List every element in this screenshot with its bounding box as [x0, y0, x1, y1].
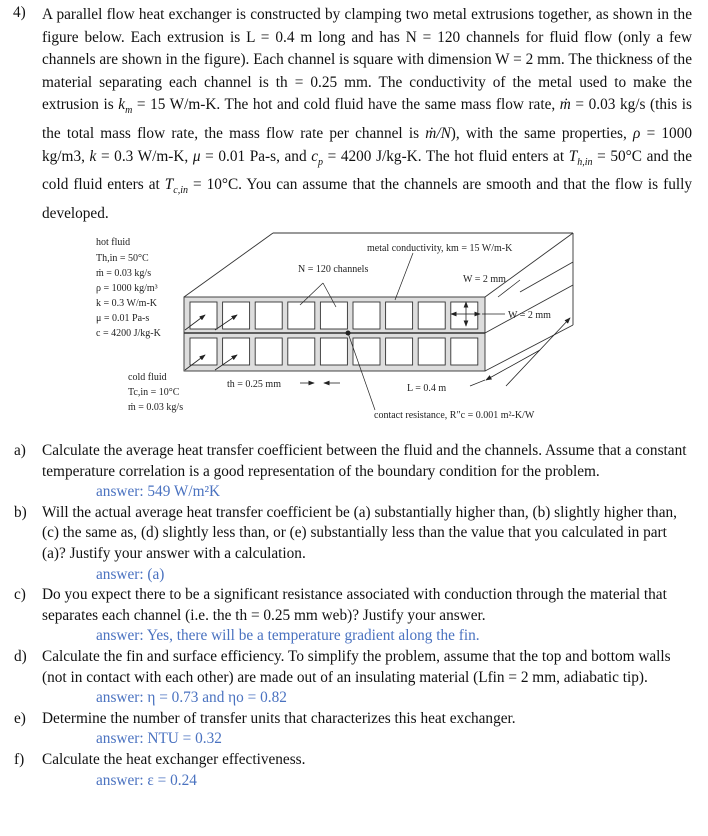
thickness-label: th = 0.25 mm [227, 379, 281, 390]
problem-number: 4) [13, 4, 26, 21]
hot-density: ρ = 1000 kg/m³ [96, 283, 158, 294]
channel [288, 338, 315, 365]
channel [190, 338, 217, 365]
question-text: Will the actual average heat transfer coefficient be (a) substantially higher than, (b) slightly higher than, (c) the same as, (d) slightly less than, or (e) substantially less than the value that you calculated in part (a)? Justify your answer with a calculation. [42, 503, 677, 562]
question-a [0, 441, 708, 503]
channel [223, 338, 250, 365]
channel [386, 338, 413, 365]
channel [255, 302, 282, 329]
hot-inlet-temp: Th,in = 50°C [96, 253, 149, 264]
channel [320, 338, 347, 365]
channel [190, 302, 217, 329]
metal-conductivity-label: metal conductivity, km = 15 W/m-K [367, 243, 513, 254]
answer-c: answer: Yes, there will be a temperature gradient along the fin. [96, 627, 480, 645]
question-d [0, 647, 708, 709]
channel [353, 302, 380, 329]
hot-mass-flow: ṁ = 0.03 kg/s [96, 268, 152, 279]
width-label-top: W = 2 mm [463, 274, 506, 285]
channels-label: N = 120 channels [298, 264, 369, 275]
contact-resistance-label: contact resistance, R″c = 0.001 m²-K/W [374, 410, 535, 421]
length-label: L = 0.4 m [407, 383, 447, 394]
hot-specific-heat: c = 4200 J/kg-K [96, 328, 161, 339]
question-text: Calculate the fin and surface efficiency. To simplify the problem, assume that the top and bottom walls (not in contact with each other) are made out of an insulating material (Lfin = 2 mm, adiabatic tip). [42, 647, 671, 686]
question-text: Do you expect there to be a significant resistance associated with conduction through the material that separates each channel (i.e. the th = 0.25 mm web)? Justify your answer. [42, 586, 667, 624]
answer-d: answer: η = 0.73 and ηo = 0.82 [96, 689, 287, 707]
question-e [0, 709, 708, 750]
cold-inlet-temp: Tc,in = 10°C [128, 387, 180, 398]
question-label: e) [14, 709, 26, 727]
channel [418, 302, 445, 329]
hot-conductivity: k = 0.3 W/m-K [96, 298, 158, 309]
question-list [0, 441, 708, 791]
question-text: Calculate the average heat transfer coefficient between the fluid and the channels. Assume that a constant temperature correlation is a good representation of the boundary condition for the problem. [42, 442, 687, 480]
question-label: f) [14, 750, 25, 768]
channel [255, 338, 282, 365]
channel [353, 338, 380, 365]
question-f [0, 750, 708, 791]
question-label: b) [14, 503, 27, 521]
question-b [0, 503, 708, 585]
question-text: Calculate the heat exchanger effectiveness. [42, 750, 306, 768]
hot-fluid-label: hot fluid [96, 237, 131, 248]
channel [320, 302, 347, 329]
answer-e: answer: NTU = 0.32 [96, 730, 222, 748]
question-label: d) [14, 647, 27, 665]
question-c [0, 585, 708, 647]
answer-b: answer: (a) [96, 565, 165, 583]
question-label: c) [14, 586, 26, 604]
question-label: a) [14, 442, 26, 459]
cold-mass-flow: ṁ = 0.03 kg/s [128, 402, 184, 413]
channel [418, 338, 445, 365]
channel [451, 302, 478, 329]
problem-statement: A parallel flow heat exchanger is constructed by clamping two metal extrusions together, as shown in the figure below. Each extrusion is L = 0.4 m long and has N = 120 channels for fluid flow (only a few channels are shown in the figure). Each channel is square with dimension W = 2 mm. The thickness of the material separating each channel is th = 0.25 mm. The conductivity of the metal used to make the extrusion is $k_m = 15$ W/m-K. The hot and cold fluid have the same mass flow rate, ṁ = 0.03 kg/s (this is the total mass flow rate, the mass flow rate per channel is ṁ/N), with the same properties, ρ = 1000 kg/m3, k = 0.3 W/m-K, μ = 0.01 Pa-s, and $c_p = 4200$ J/kg-K. The hot fluid enters at $T_{h,in} = 50^\circ C$ and the cold fluid enters at $T_{c,in} = 10^\circ C$. You can assume that the channels are smooth and that the flow is fully developed. [42, 6, 692, 222]
channel [386, 302, 413, 329]
hot-viscosity: μ = 0.01 Pa-s [96, 313, 150, 324]
question-text: Determine the number of transfer units that characterizes this heat exchanger. [42, 709, 516, 727]
cold-fluid-label: cold fluid [128, 372, 167, 383]
channel [451, 338, 478, 365]
channel [288, 302, 315, 329]
width-label-side: W = 2 mm [508, 310, 551, 321]
answer-a: answer: 549 W/m²K [96, 483, 221, 501]
answer-f: answer: ε = 0.24 [96, 771, 197, 789]
